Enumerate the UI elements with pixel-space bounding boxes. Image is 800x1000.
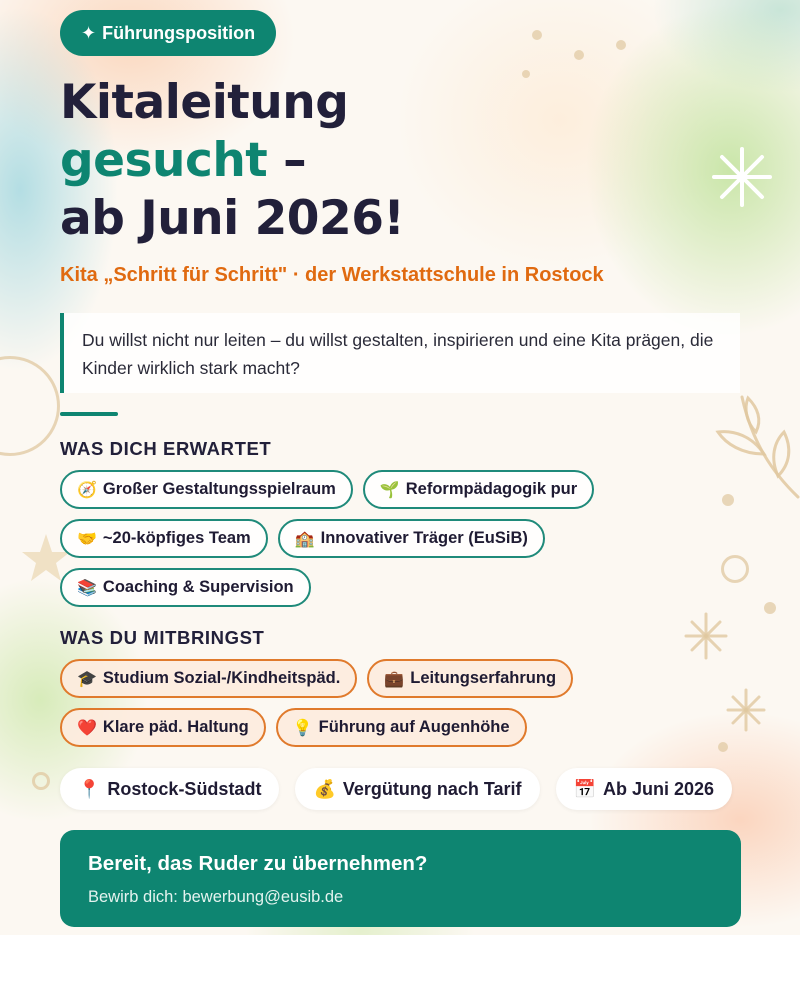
dot-decoration <box>522 70 530 78</box>
headline <box>60 74 404 248</box>
seedling-icon: 🌱 <box>379 481 400 499</box>
books-icon: 📚 <box>77 579 97 597</box>
badge-label: Führungsposition <box>102 22 256 43</box>
fact-pill <box>556 768 732 810</box>
dot-decoration <box>574 50 584 60</box>
fact-pill <box>295 768 539 810</box>
money-bag-icon: 💰 <box>313 778 336 799</box>
tag-chip <box>60 708 266 747</box>
calendar-icon: 📅 <box>573 778 596 799</box>
circle-decoration <box>32 772 50 790</box>
headline-line-1: Kitaleitung <box>60 75 349 130</box>
heart-icon: ❤️ <box>77 719 97 737</box>
sparkle-icon: ✦ <box>81 22 97 43</box>
briefcase-icon: 💼 <box>384 670 405 688</box>
tag-chip <box>60 519 268 558</box>
dot-decoration <box>764 602 776 614</box>
section-divider <box>60 412 118 416</box>
tag-chip-label: ~20-köpfiges Team <box>102 529 251 547</box>
fact-label: Vergütung nach Tarif <box>342 778 522 799</box>
pin-icon: 📍 <box>78 778 101 799</box>
cta-email[interactable]: Bewirb dich: bewerbung@eusib.de <box>88 888 344 906</box>
expect-chip-list <box>60 470 760 607</box>
headline-line-3: ab Juni 2026! <box>60 191 405 246</box>
cta-title: Bereit, das Ruder zu übernehmen? <box>88 852 428 875</box>
graduation-cap-icon: 🎓 <box>77 670 97 688</box>
dot-decoration <box>616 40 626 50</box>
tag-chip-label: Coaching & Supervision <box>102 578 294 596</box>
bring-section-title: WAS DU MITBRINGST <box>60 627 265 648</box>
star-decoration-icon <box>684 612 728 660</box>
fact-pill <box>60 768 279 810</box>
fact-label: Rostock-Südstadt <box>107 778 262 799</box>
fact-label: Ab Juni 2026 <box>602 778 715 799</box>
tag-chip <box>60 659 357 698</box>
headline-accent: gesucht <box>60 133 268 188</box>
lightbulb-icon: 💡 <box>292 719 313 737</box>
tag-chip <box>60 470 353 509</box>
facts-row <box>60 768 732 810</box>
bring-chip-list <box>60 659 760 747</box>
handshake-icon: 🤝 <box>77 530 97 548</box>
tag-chip <box>367 659 573 698</box>
tag-chip-label: Studium Sozial-/Kindheitspäd. <box>102 669 341 687</box>
circle-decoration <box>0 356 60 456</box>
dot-decoration <box>532 30 542 40</box>
headline-dash: – <box>267 133 307 188</box>
call-to-action-box <box>60 830 741 927</box>
school-icon: 🏫 <box>294 530 315 548</box>
tag-chip <box>60 568 311 607</box>
tag-chip-label: Großer Gestaltungsspielraum <box>102 480 336 498</box>
tag-chip-label: Reformpädagogik pur <box>405 480 578 498</box>
tag-chip-label: Klare päd. Haltung <box>102 718 249 736</box>
expect-section-title: WAS DICH ERWARTET <box>60 438 272 459</box>
tag-chip-label: Leitungserfahrung <box>410 669 557 687</box>
headline-line-2 <box>60 132 404 190</box>
tag-chip-label: Innovativer Träger (EuSiB) <box>320 529 528 547</box>
tag-chip <box>278 519 545 558</box>
intro-quote: Du willst nicht nur leiten – du willst gestalten, inspirieren und eine Kita prägen, die Kinder wirklich stark macht? <box>60 313 740 393</box>
sparkle-decoration-icon <box>710 145 774 209</box>
subtitle: Kita „Schritt für Schritt" · der Werkstattschule in Rostock <box>60 264 604 286</box>
position-badge <box>60 10 276 56</box>
tag-chip-label: Führung auf Augenhöhe <box>318 718 510 736</box>
tag-chip <box>363 470 594 509</box>
compass-icon: 🧭 <box>77 481 97 499</box>
tag-chip <box>276 708 527 747</box>
